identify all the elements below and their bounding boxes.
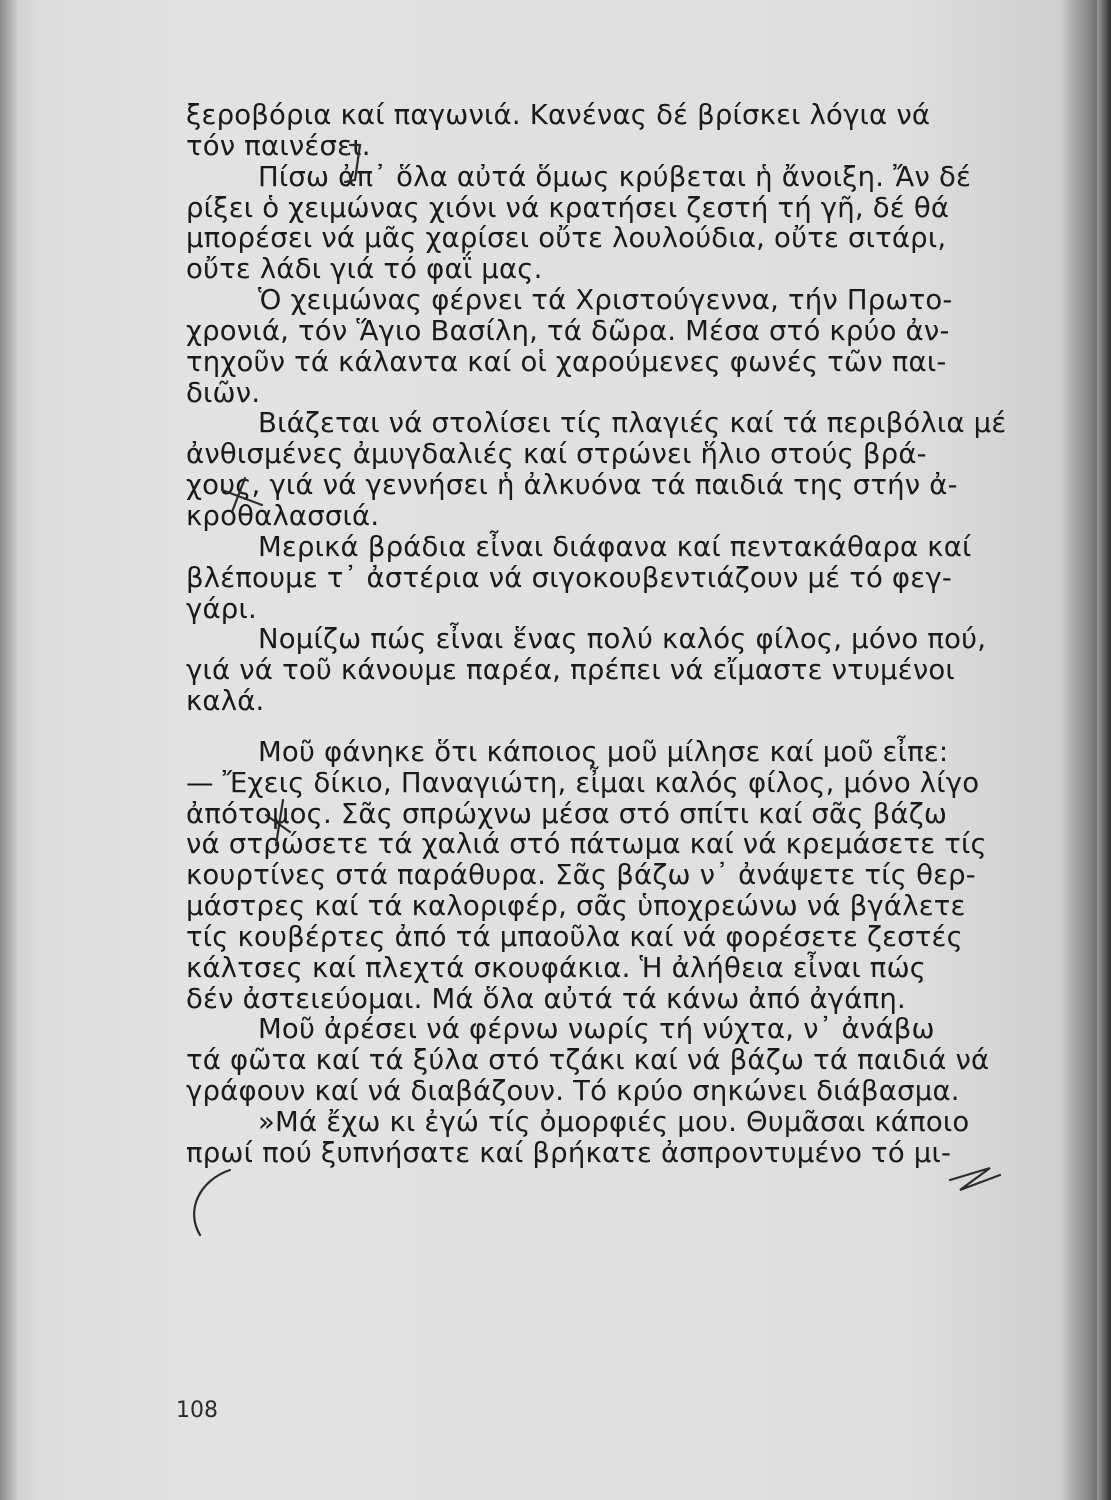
text-line: καλά. xyxy=(186,685,265,718)
text-line: Μοῦ ἀρέσει νά φέρνω νωρίς τή νύχτα, ν᾽ ἀνάβω xyxy=(258,1013,935,1046)
text-line: γιά νά τοῦ κάνουμε παρέα, πρέπει νά εἴμαστε ντυμένοι xyxy=(186,654,955,687)
text-line: χους, γιά νά γεννήσει ἡ ἀλκυόνα τά παιδιά της στήν ἀ- xyxy=(186,469,958,502)
text-line: τά φῶτα καί τά ξύλα στό τζάκι καί νά βάζω τά παιδιά νά xyxy=(186,1044,990,1077)
text-line: Πίσω ἀπ᾽ ὅλα αὐτά ὅμως κρύβεται ἡ ἄνοιξη. Ἄν δέ xyxy=(258,160,972,193)
text-line: κουρτίνες στά παράθυρα. Σᾶς βάζω ν᾽ ἀνάψετε τίς θερ- xyxy=(186,859,976,892)
text-line: νά στρώσετε τά χαλιά στό πάτωμα καί νά κρεμάσετε τίς xyxy=(186,828,987,861)
text-line: »Μά ἔχω κι ἐγώ τίς ὀμορφιές μου. Θυμᾶσαι κάποιο xyxy=(258,1106,970,1138)
text-line: Βιάζεται νά στολίσει τίς πλαγιές καί τά περιβόλια μέ xyxy=(258,407,1007,440)
text-line: δέν ἀστειεύομαι. Μά ὅλα αὐτά τά κάνω ἀπό ἀγάπη. xyxy=(186,982,906,1015)
text-line: ξεροβόρια καί παγωνιά. Κανένας δέ βρίσκει λόγια νά xyxy=(186,99,931,131)
scribble-mark xyxy=(950,1168,1000,1190)
text-line: — Ἔχεις δίκιο, Παναγιώτη, εἶμαι καλός φίλος, μόνο λίγο xyxy=(186,766,980,799)
text-line: τηχοῦν τά κάλαντα καί οἱ χαρούμενες φωνές τῶν παι- xyxy=(186,345,947,378)
page-number: 108 xyxy=(176,1398,218,1423)
text-line: ρίξει ὁ χειμώνας χιόνι νά κρατήσει ζεστή τή γῆ, δέ θά xyxy=(186,191,950,224)
text-line: οὔτε λάδι γιά τό φαΐ μας. xyxy=(186,253,543,286)
text-line: κροθαλασσιά. xyxy=(186,499,380,532)
text-line: γάρι. xyxy=(186,592,257,625)
text-line: τόν παινέσει. xyxy=(186,129,371,162)
text-line: πρωί πού ξυπνήσατε καί βρήκατε ἀσπροντυμένο τό μι- xyxy=(186,1136,952,1169)
page-edge xyxy=(1097,0,1111,1500)
text-line: βλέπουμε τ᾽ ἀστέρια νά σιγοκουβεντιάζουν μέ τό φεγ- xyxy=(186,561,952,594)
text-line: μπορέσει νά μᾶς χαρίσει οὔτε λουλούδια, οὔτε σιτάρι, xyxy=(186,222,947,255)
text-line: Μερικά βράδια εἶναι διάφανα καί πεντακάθαρα καί xyxy=(258,530,972,563)
text-line: γράφουν καί νά διαβάζουν. Τό κρύο σηκώνει διάβασμα. xyxy=(186,1075,960,1108)
paragraph-gap xyxy=(186,717,1044,737)
text-line: τίς κουβέρτες ἀπό τά μπαοῦλα καί νά φορέσετε ζεστές xyxy=(186,920,963,953)
text-line: χρονιά, τόν Ἅγιο Βασίλη, τά δῶρα. Μέσα στό κρύο ἀν- xyxy=(186,314,950,347)
text-line: Μοῦ φάνηκε ὅτι κάποιος μοῦ μίλησε καί μοῦ εἶπε: xyxy=(258,735,949,768)
text-line: διῶν. xyxy=(186,376,261,409)
arc-mark xyxy=(194,1170,230,1235)
text-line: κάλτσες καί πλεχτά σκουφάκια. Ἡ ἀλήθεια εἶναι πώς xyxy=(186,951,927,984)
page-gutter-shadow xyxy=(0,0,18,1500)
text-line: μάστρες καί τά καλοριφέρ, σᾶς ὑποχρεώνω νά βγάλετε xyxy=(186,890,966,923)
body-text xyxy=(186,100,1044,1169)
text-line: ἀπότομος. Σᾶς σπρώχνω μέσα στό σπίτι καί σᾶς βάζω xyxy=(186,797,948,830)
text-line: ἀνθισμένες ἀμυγδαλιές καί στρώνει ἥλιο στούς βρά- xyxy=(186,438,927,471)
text-line: Ὁ χειμώνας φέρνει τά Χριστούγεννα, τήν Πρωτο- xyxy=(258,284,953,317)
text-line: Νομίζω πώς εἶναι ἕνας πολύ καλός φίλος, μόνο πού, xyxy=(258,623,987,656)
